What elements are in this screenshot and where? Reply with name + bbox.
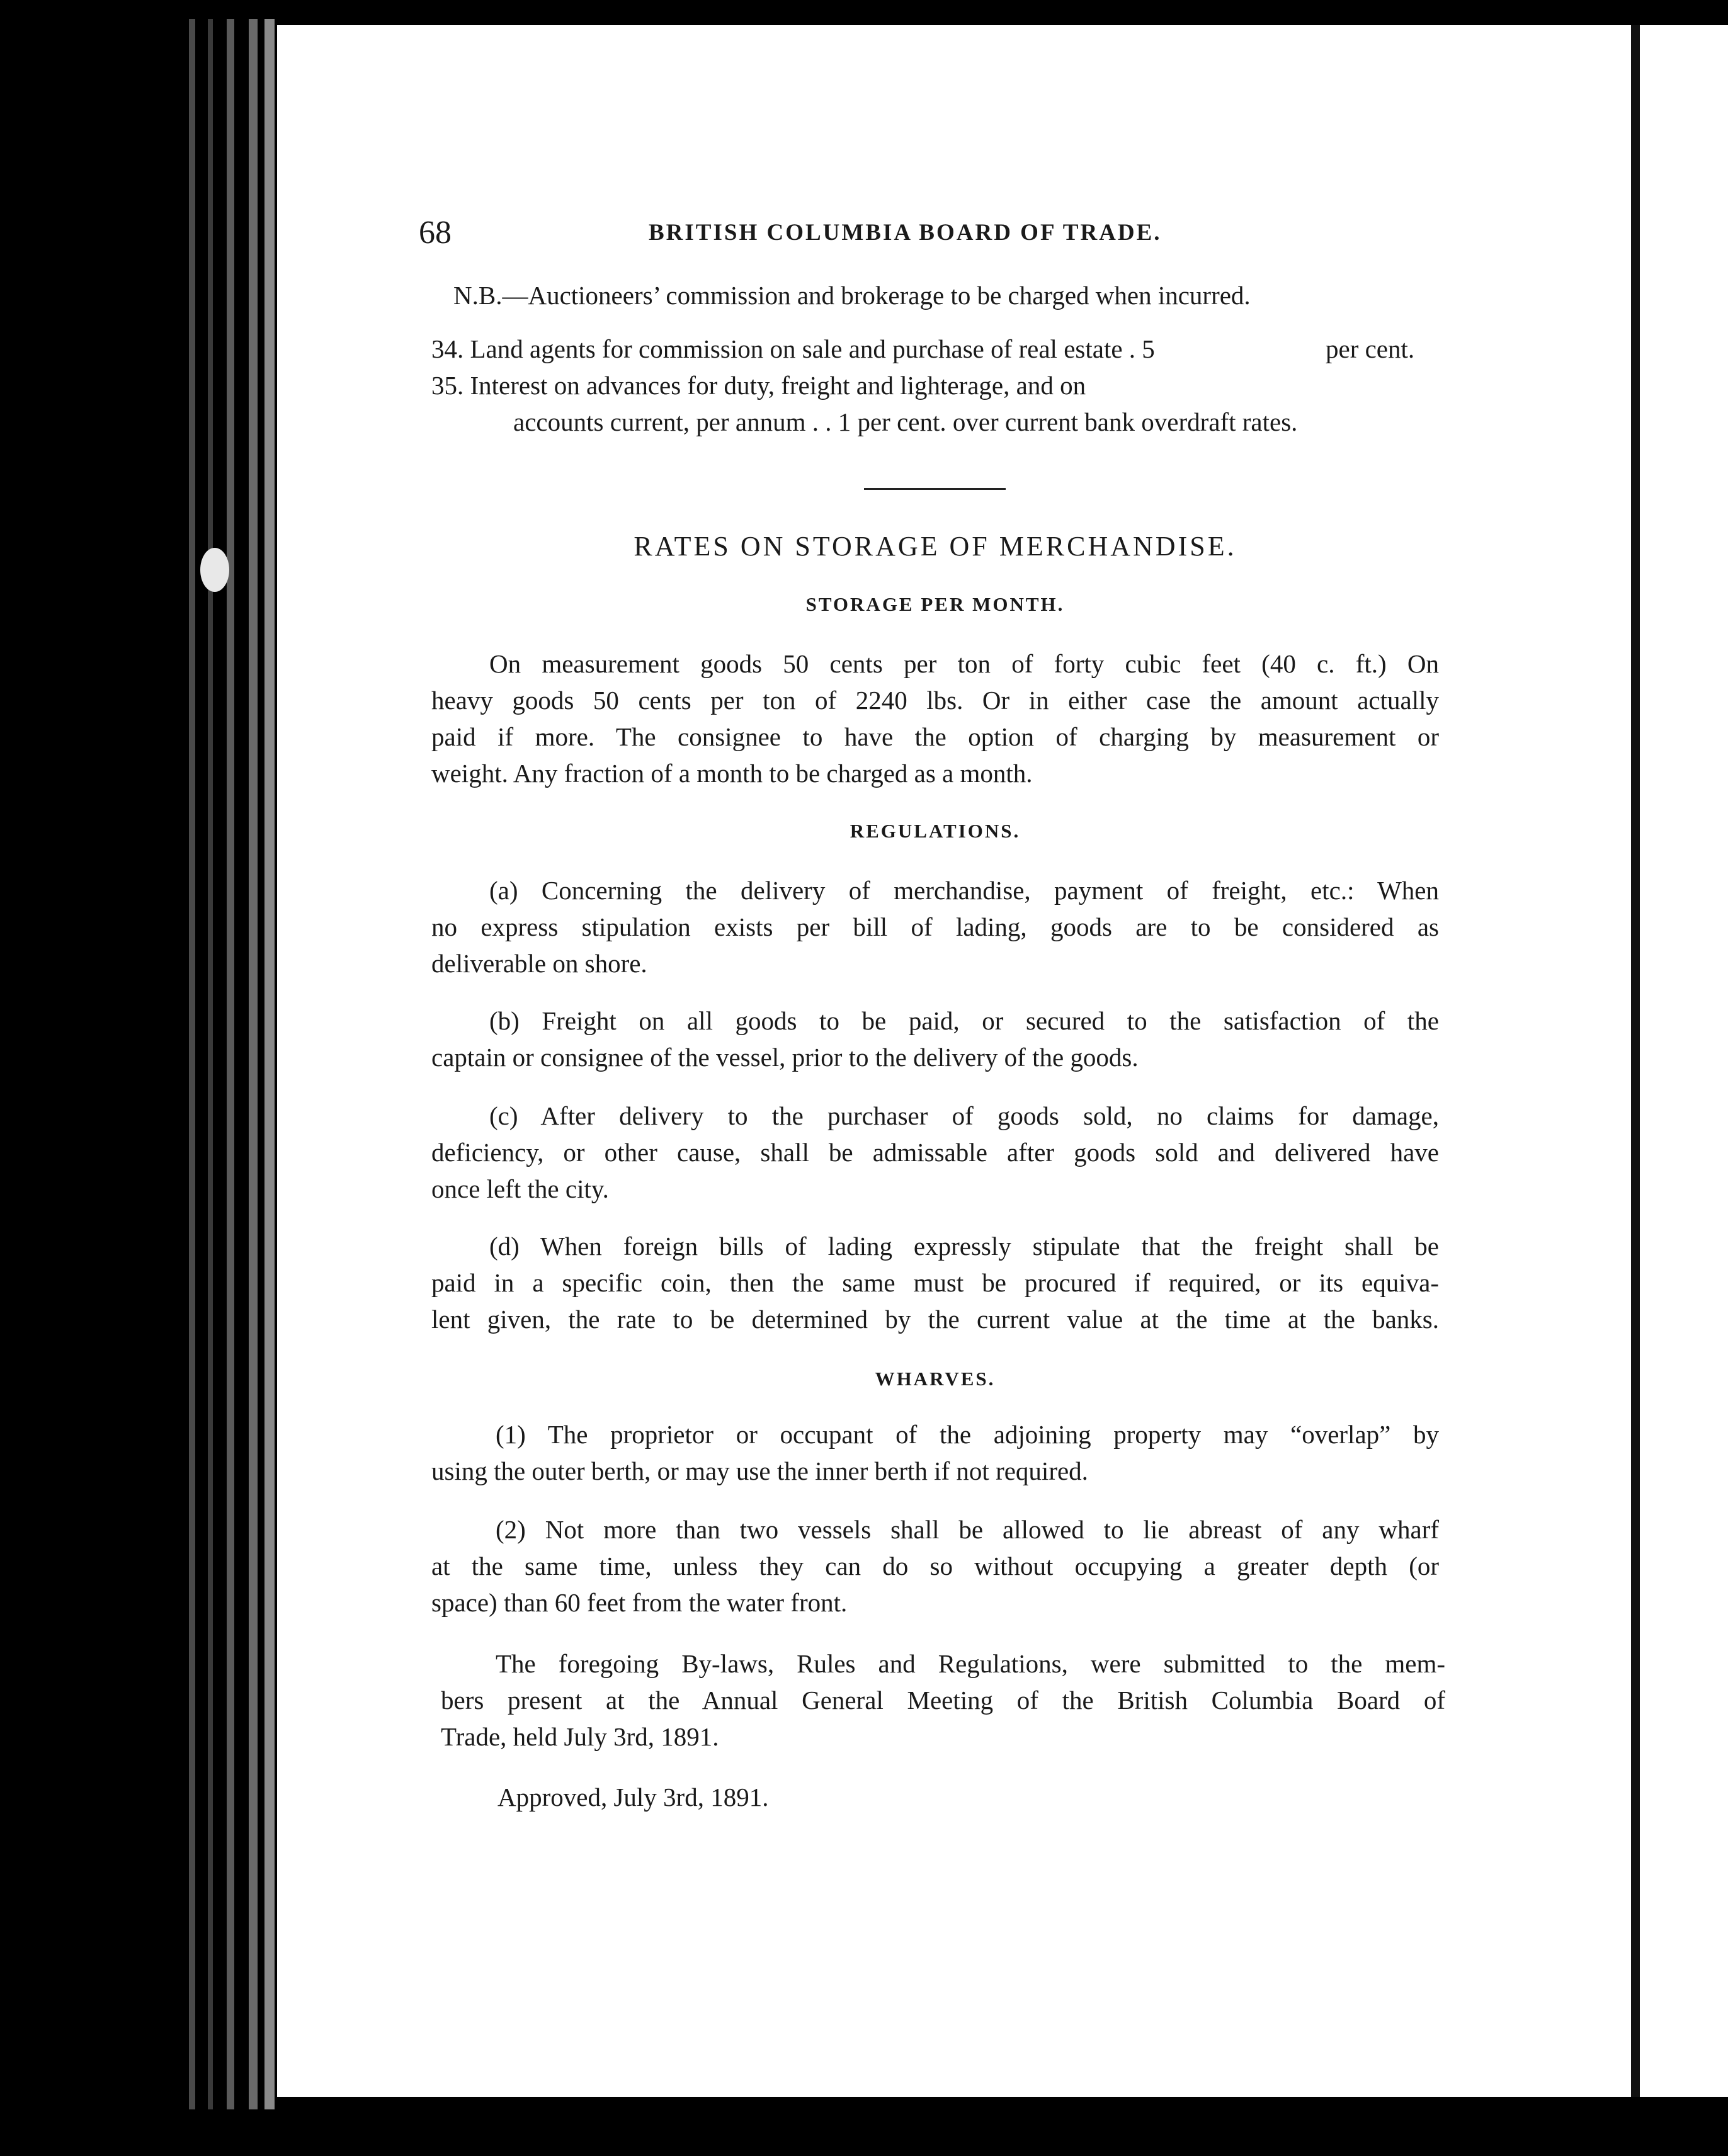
item-34: 34. Land agents for commission on sale and purchase of real estate . 5 xyxy=(431,334,1155,363)
closing-line: The foregoing By-laws, Rules and Regulations, were submitted to the mem- xyxy=(496,1649,1445,1678)
section-divider xyxy=(864,488,1006,490)
page-edge xyxy=(208,19,213,2109)
regulation-b-line: (b) Freight on all goods to be paid, or secured to the satisfaction of the xyxy=(489,1006,1439,1035)
page-number: 68 xyxy=(419,215,452,251)
wharves-2-line: space) than 60 feet from the water front. xyxy=(431,1588,848,1617)
storage-para-line: weight. Any fraction of a month to be charged as a month. xyxy=(431,759,1033,788)
item-35-line-2: accounts current, per annum . . 1 per cent. over current bank overdraft rates. xyxy=(513,407,1298,436)
page-edge xyxy=(264,19,275,2109)
wharves-title: WHARVES. xyxy=(875,1368,996,1390)
storage-title: RATES ON STORAGE OF MERCHANDISE. xyxy=(634,531,1237,562)
regulation-d-line: (d) When foreign bills of lading expressly stipulate that the freight shall be xyxy=(489,1232,1439,1261)
regulation-a-line: deliverable on shore. xyxy=(431,949,647,978)
wharves-1-line: using the outer berth, or may use the inner berth if not required. xyxy=(431,1456,1088,1485)
closing-line: bers present at the Annual General Meeting of the British Columbia Board of xyxy=(441,1686,1445,1715)
running-head: BRITISH COLUMBIA BOARD OF TRADE. xyxy=(649,220,1162,246)
page-header xyxy=(419,214,1439,252)
regulation-c-line: (c) After delivery to the purchaser of goods sold, no claims for damage, xyxy=(489,1101,1439,1130)
gutter xyxy=(1631,25,1640,2097)
storage-para-line: paid if more. The consignee to have the option of charging by measurement or xyxy=(431,722,1439,751)
page-edge xyxy=(249,19,258,2109)
closing-line: Trade, held July 3rd, 1891. xyxy=(441,1722,719,1751)
storage-para-line: On measurement goods 50 cents per ton of forty cubic feet (40 c. ft.) On xyxy=(489,649,1439,678)
facing-page-edge xyxy=(1640,25,1728,2097)
regulations-title: REGULATIONS. xyxy=(850,820,1021,842)
wharves-2-line: at the same time, unless they can do so without occupying a greater depth (or xyxy=(431,1552,1439,1580)
storage-subtitle: STORAGE PER MONTH. xyxy=(805,593,1065,615)
wharves-1-line: (1) The proprietor or occupant of the adjoining property may “overlap” by xyxy=(496,1420,1439,1449)
regulation-a-line: no express stipulation exists per bill of lading, goods are to be considered as xyxy=(431,912,1439,941)
page-edge xyxy=(227,19,234,2109)
book-binding xyxy=(0,0,277,2156)
nb-note: N.B.—Auctioneers’ commission and brokerage to be charged when incurred. xyxy=(453,281,1251,310)
regulation-d-line: lent given, the rate to be determined by the current value at the time at the banks. xyxy=(431,1305,1439,1334)
regulation-a-line: (a) Concerning the delivery of merchandise, payment of freight, etc.: When xyxy=(489,876,1439,905)
regulation-d-line: paid in a specific coin, then the same must be procured if required, or its equiva- xyxy=(431,1268,1439,1297)
regulation-b-line: captain or consignee of the vessel, prior to the delivery of the goods. xyxy=(431,1043,1139,1072)
page-edge xyxy=(189,19,195,2109)
approval-date: Approved, July 3rd, 1891. xyxy=(497,1783,769,1812)
regulation-c-line: once left the city. xyxy=(431,1174,609,1203)
regulation-c-line: deficiency, or other cause, shall be admissable after goods sold and delivered have xyxy=(431,1138,1439,1167)
item-35-line-1: 35. Interest on advances for duty, freight and lighterage, and on xyxy=(431,371,1086,400)
item-34-rate: per cent. xyxy=(1326,334,1415,363)
storage-para-line: heavy goods 50 cents per ton of 2240 lbs. Or in either case the amount actually xyxy=(431,686,1439,715)
paper-stain xyxy=(200,548,229,592)
wharves-2-line: (2) Not more than two vessels shall be allowed to lie abreast of any wharf xyxy=(496,1515,1439,1544)
